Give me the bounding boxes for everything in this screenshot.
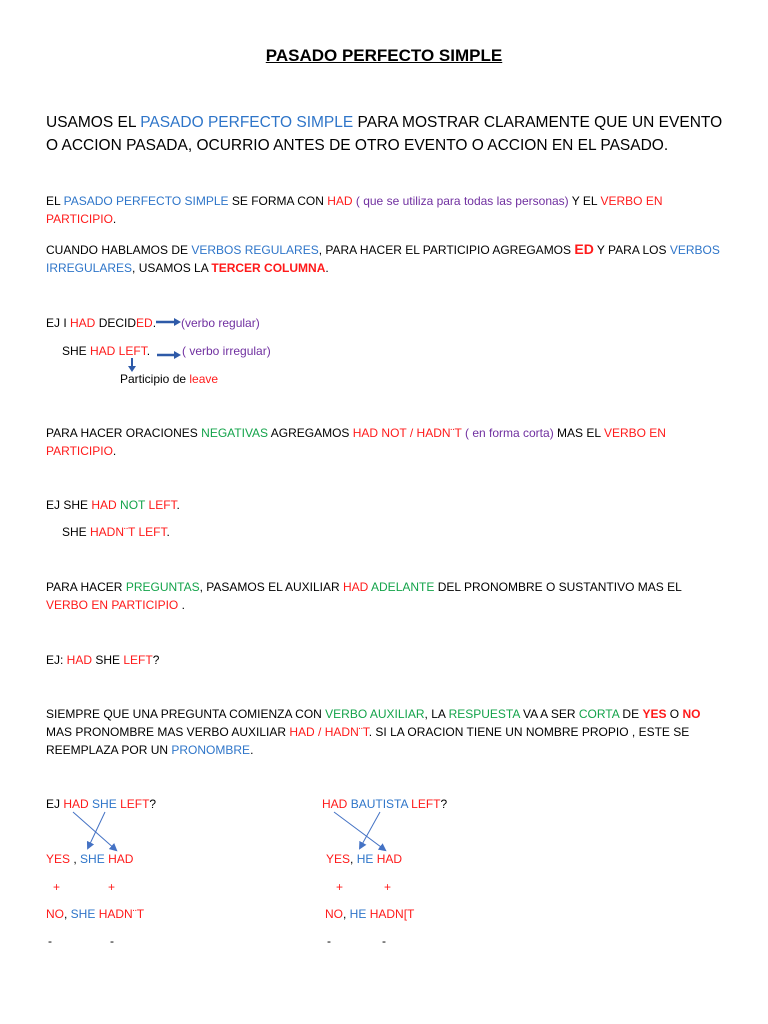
text: EJ SHE [46,498,92,512]
text: , USAMOS LA [132,261,212,275]
term: PREGUNTAS [125,580,200,594]
term: VERBOS REGULARES [191,243,319,257]
term: NO [325,907,343,921]
term: ED [136,316,153,330]
text: . [152,316,157,330]
text: DECID [95,316,137,330]
term: HAD [108,852,134,866]
text: VA A SER [519,707,579,721]
down-arrow-icon [128,358,136,372]
right-plus-1: + [336,880,344,894]
term: ADELANTE [371,580,435,594]
text: DE [619,707,643,721]
regular-note: (verbo regular) [181,316,260,330]
text: EJ I [46,316,71,330]
text: MAS PRONOMBRE MAS VERBO AUXILIAR [46,725,290,739]
term: HAD NOT / HADN¨T [352,426,462,440]
right-arrow-icon [156,318,181,326]
swap-arrow-left-1 [73,812,116,850]
text: . [325,261,329,275]
term: NO [46,907,64,921]
right-arrow-icon [157,351,181,359]
term: LEFT [123,653,153,667]
text: MAS EL [553,426,604,440]
text: EL [46,194,64,208]
text: . [166,525,170,539]
text: , [70,852,81,866]
swap-arrow-right-2 [360,812,380,848]
term: HAD [376,852,403,866]
term: CORTA [578,707,620,721]
text: DEL PRONOMBRE O SUSTANTIVO MAS EL [434,580,682,594]
term: HE [349,907,367,921]
term: HAD [70,316,96,330]
text: SHE [92,653,124,667]
term: HAD LEFT [90,344,147,358]
term: YES [326,852,351,866]
text: SHE [62,525,91,539]
right-minus-1: - [327,934,331,948]
term: HADN¨T [98,907,145,921]
term: BAUTISTA [350,797,408,811]
term: VERBO AUXILIAR [325,707,425,721]
text: Y PARA LOS [593,243,670,257]
text: PARA HACER ORACIONES [46,426,202,440]
text: . [178,598,185,612]
term: HADN¨T LEFT [90,525,167,539]
term: SHE [70,907,96,921]
term: RESPUESTA [448,707,520,721]
text: CUANDO HABLAMOS DE [46,243,192,257]
irregular-note: ( verbo irregular) [182,344,271,358]
text: SHE [62,344,91,358]
term: VERBO EN PARTICIPIO [46,598,179,612]
text: , [350,852,357,866]
text: , PASAMOS EL AUXILIAR [199,580,343,594]
text: PARA HACER [46,580,126,594]
text: . SI LA ORACION TIENE UN NOMBRE PROPIO , ESTE SE REEMPLAZA POR UN [46,725,690,757]
text: ? [149,797,157,811]
text: . [176,498,180,512]
term: NO [682,707,701,721]
term: HAD [322,797,348,811]
term: SHE [92,797,117,811]
text: SIEMPRE QUE UNA PREGUNTA COMIENZA CON [46,707,326,721]
left-minus-1: - [48,934,52,948]
text: . [146,344,151,358]
term: leave [189,372,219,386]
note: ( en forma corta) [461,426,554,440]
text: . [112,212,117,226]
note: ( que se utiliza para todas las personas) [352,194,569,208]
text: Y EL [568,194,601,208]
right-minus-2: - [382,934,386,948]
text: Participio de [120,372,190,386]
intro-term: PASADO PERFECTO SIMPLE [140,114,354,131]
text: SE FORMA CON [228,194,328,208]
left-plus-2: + [108,880,116,894]
term: VERBO EN PARTICIPIO [46,426,666,458]
text: , LA [424,707,449,721]
term: HE [356,852,374,866]
term: LEFT [120,797,150,811]
text: EJ: [46,653,67,667]
ed-suffix: ED [574,241,594,257]
term: YES [642,707,667,721]
right-plus-2: + [384,880,392,894]
intro-text-2: PARA MOSTRAR CLARAMENTE QUE UN EVENTO O ACCION PASADA, OCURRIO ANTES DE OTRO EVENTO O ACCION EN EL PASADO. [46,114,723,154]
term: HAD / HADN¨T [289,725,369,739]
text: . [112,444,117,458]
page-title: PASADO PERFECTO SIMPLE [265,46,503,65]
term: TERCER COLUMNA [211,261,326,275]
text: , [64,907,71,921]
term: YES [46,852,71,866]
term: HAD [343,580,369,594]
term: HADN[T [369,907,415,921]
term: VERBO EN PARTICIPIO [46,194,663,226]
intro-text: USAMOS EL [46,114,141,131]
left-minus-2: - [110,934,114,948]
text: . [250,743,254,757]
term: HAD [66,653,93,667]
term: NOT [120,498,146,512]
text: ? [440,797,448,811]
left-plus-1: + [53,880,61,894]
term: LEFT [411,797,441,811]
term: SHE [80,852,105,866]
text: O [666,707,683,721]
term: HAD [327,194,353,208]
term: LEFT [148,498,177,512]
text: , [343,907,350,921]
text: EJ [46,797,64,811]
term: HAD [63,797,89,811]
term: PRONOMBRE [171,743,251,757]
term: NEGATIVAS [201,426,269,440]
term: PASADO PERFECTO SIMPLE [63,194,229,208]
text: AGREGAMOS [268,426,353,440]
term: VERBOS IRREGULARES [46,243,720,275]
swap-arrow-left-2 [88,812,105,848]
term: HAD [91,498,117,512]
text: , PARA HACER EL PARTICIPIO AGREGAMOS [318,243,575,257]
text: ? [152,653,160,667]
